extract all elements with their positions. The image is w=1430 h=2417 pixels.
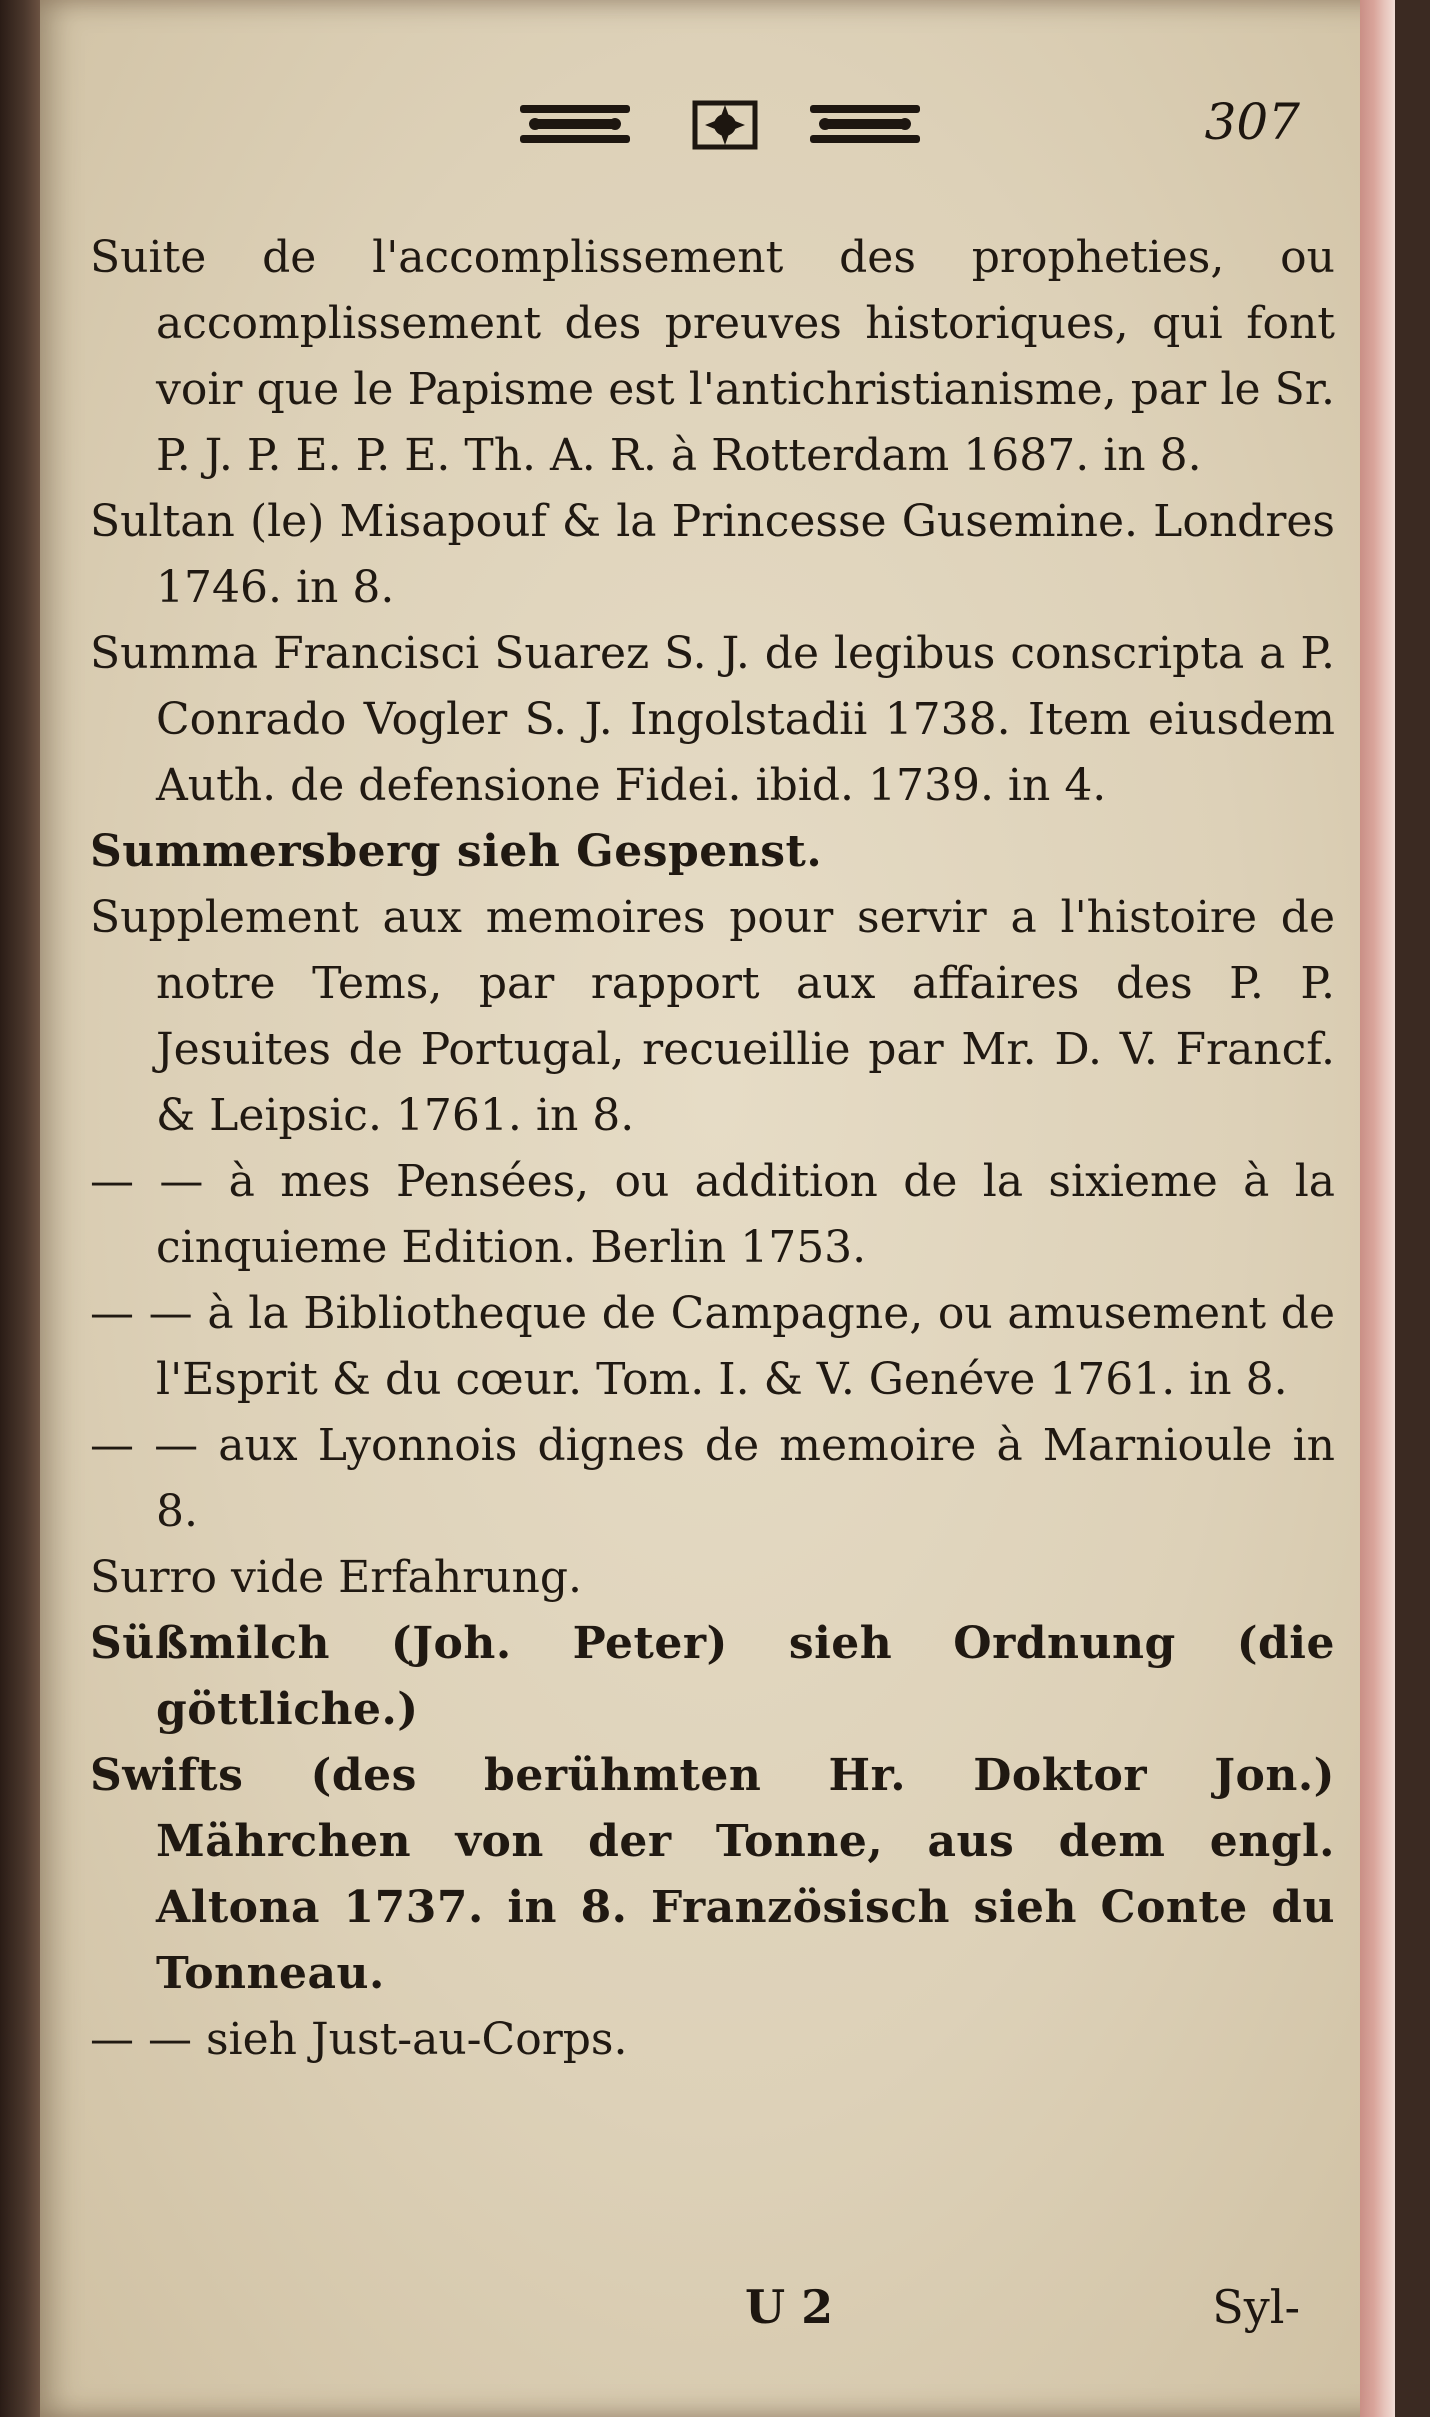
signature-mark: U 2: [745, 2280, 834, 2334]
page-header: [40, 75, 1395, 165]
index-entry: Süßmilch (Joh. Peter) sieh Ordnung (die göttliche.): [90, 1618, 1335, 1735]
page-number: 307: [1204, 93, 1300, 151]
index-entry: Summersberg sieh Gespenst.: [90, 826, 823, 877]
index-entry: Swifts (des berühmten Hr. Doktor Jon.) Mährchen von der Tonne, aus dem engl. Altona 1737. in 8. Französisch sieh Conte du Tonneau.: [90, 1750, 1335, 1999]
index-entry: — — sieh Just-au-Corps.: [90, 2014, 628, 2065]
index-entry: — — à la Bibliotheque de Campagne, ou amusement de l'Esprit & du cœur. Tom. I. & V. Genéve 1761. in 8.: [90, 1288, 1335, 1405]
book-spine: [0, 0, 40, 2417]
index-entry: Suite de l'accomplissement des propheties, ou accomplissement des preuves historiques, qui font voir que le Papisme est l'antichristianisme, par le Sr. P. J. P. E. P. E. Th. A. R. à Rotterdam 1687. in 8.: [90, 232, 1335, 481]
page-edge: [1360, 0, 1395, 2417]
printers-ornament-icon: [510, 95, 950, 155]
page-footer: [40, 2270, 1395, 2350]
page-body: [90, 225, 1335, 2073]
index-entry: Summa Francisci Suarez S. J. de legibus conscripta a P. Conrado Vogler S. J. Ingolstadii 1738. Item eiusdem Auth. de defensione Fidei. ibid. 1739. in 4.: [90, 628, 1335, 811]
catchword: Syl-: [1212, 2280, 1300, 2334]
book-page: [40, 0, 1395, 2417]
index-entry: — — aux Lyonnois dignes de memoire à Marnioule in 8.: [90, 1420, 1335, 1537]
index-entry: Sultan (le) Misapouf & la Princesse Gusemine. Londres 1746. in 8.: [90, 496, 1335, 613]
index-entry: — — à mes Pensées, ou addition de la sixieme à la cinquieme Edition. Berlin 1753.: [90, 1156, 1335, 1273]
index-entry: Supplement aux memoires pour servir a l'histoire de notre Tems, par rapport aux affaires des P. P. Jesuites de Portugal, recueillie par Mr. D. V. Francf. & Leipsic. 1761. in 8.: [90, 892, 1335, 1141]
index-entry: Surro vide Erfahrung.: [90, 1552, 583, 1603]
